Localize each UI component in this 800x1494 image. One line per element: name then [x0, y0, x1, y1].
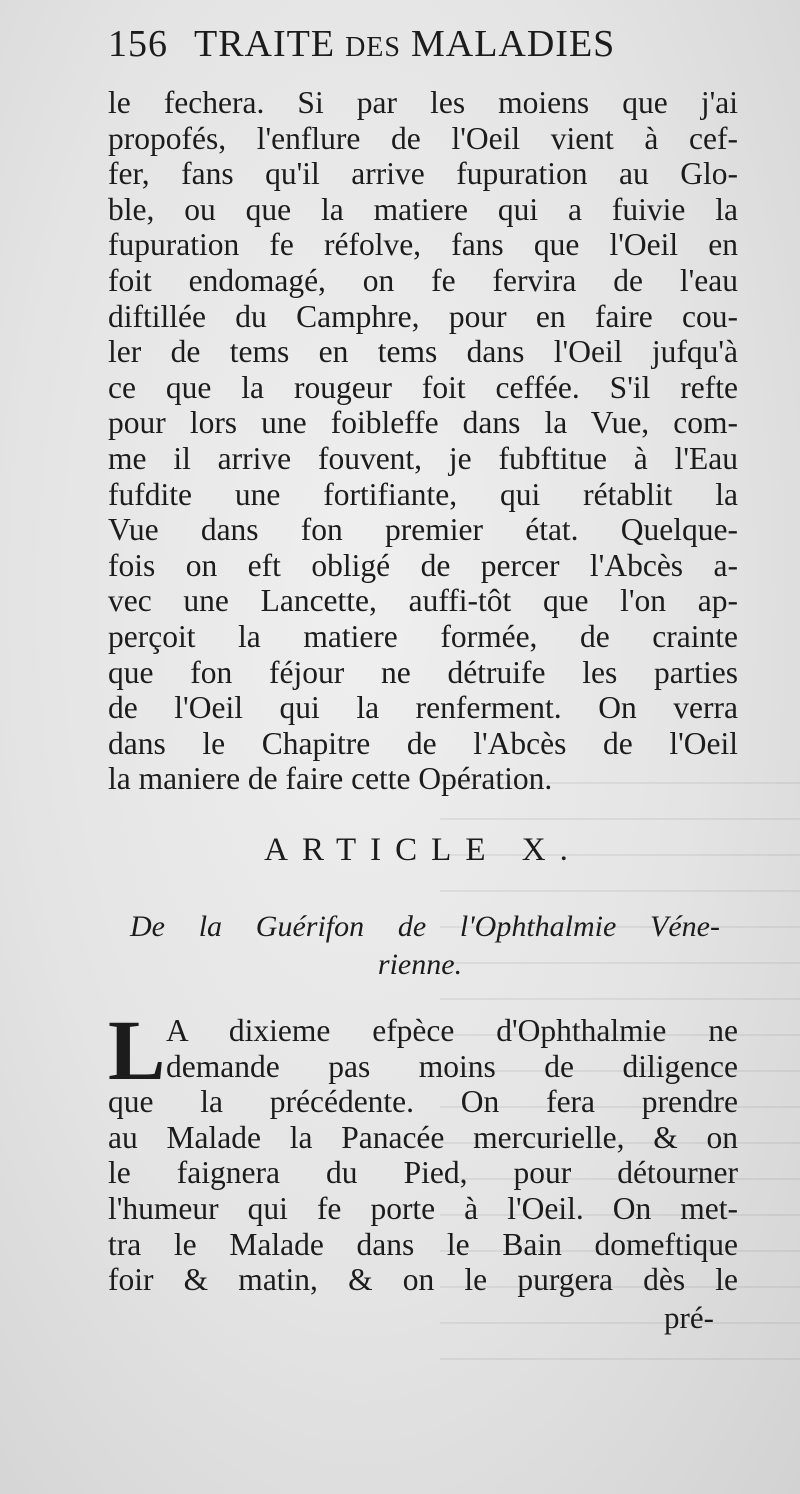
running-header: [108, 22, 708, 72]
text-line: ler de tems en tems dans l'Oeil jufqu'à: [108, 334, 738, 370]
subtitle-line: De la Guérifon de l'Ophthalmie Véne-: [130, 910, 720, 943]
article-subtitle: [120, 908, 720, 984]
header-title-traite: TRAITE: [194, 23, 336, 65]
text-line: diftillée du Camphre, pour en faire cou-: [108, 298, 738, 334]
text-line: pour lors une foibleffe dans la Vue, com-: [108, 405, 738, 441]
text-line: de l'Oeil qui la renferment. On verra: [108, 690, 738, 726]
paragraph-2: [108, 1013, 738, 1298]
text-line: que fon féjour ne détruife les parties: [108, 654, 738, 690]
header-title-maladies: MALADIES: [410, 23, 616, 65]
text-line: ble, ou que la matiere qui a fuivie la: [108, 191, 738, 227]
text-line: le faignera du Pied, pour détourner: [108, 1155, 738, 1191]
drop-capital: L: [108, 1002, 166, 1098]
text-line: vec une Lancette, auffi-tôt que l'on ap-: [108, 583, 738, 619]
text-line: foit endomagé, on fe fervira de l'eau: [108, 262, 738, 298]
text-line: demande pas moins de diligence: [166, 1048, 738, 1084]
text-line: la maniere de faire cette Opération.: [108, 761, 553, 797]
text-line: Vue dans fon premier état. Quelque-: [108, 512, 738, 548]
page-number: 156: [108, 23, 168, 65]
text-line: que la précédente. On fera prendre: [108, 1084, 738, 1120]
article-heading: ARTICLE X.: [264, 832, 582, 868]
subtitle-line: rienne.: [377, 948, 463, 981]
catchword: pré-: [664, 1300, 714, 1335]
text-line: le fechera. Si par les moiens que j'ai: [108, 85, 738, 120]
text-line: dans le Chapitre de l'Abcès de l'Oeil: [108, 725, 738, 761]
text-line: foir & matin, & on le purgera dès le: [108, 1262, 738, 1298]
text-line: au Malade la Panacée mercurielle, & on: [108, 1119, 738, 1155]
text-line: perçoit la matiere formée, de crainte: [108, 618, 738, 654]
text-line: fufdite une fortifiante, qui rétablit la: [108, 476, 738, 512]
text-line: ce que la rougeur foit ceffée. S'il refte: [108, 369, 738, 405]
text-line: fer, fans qu'il arrive fupuration au Glo-: [108, 156, 738, 192]
text-line: propofés, l'enflure de l'Oeil vient à cef-: [108, 120, 738, 156]
text-line: A dixieme efpèce d'Ophthalmie ne: [166, 1013, 738, 1048]
paragraph-1: [108, 85, 738, 797]
text-line: me il arrive fouvent, je fubftitue à l'Eau: [108, 440, 738, 476]
text-line: fupuration fe réfolve, fans que l'Oeil en: [108, 227, 738, 263]
text-line: tra le Malade dans le Bain domeftique: [108, 1226, 738, 1262]
header-title-des: DES: [345, 32, 401, 63]
text-line: l'humeur qui fe porte à l'Oeil. On met-: [108, 1190, 738, 1226]
text-line: fois on eft obligé de percer l'Abcès a-: [108, 547, 738, 583]
